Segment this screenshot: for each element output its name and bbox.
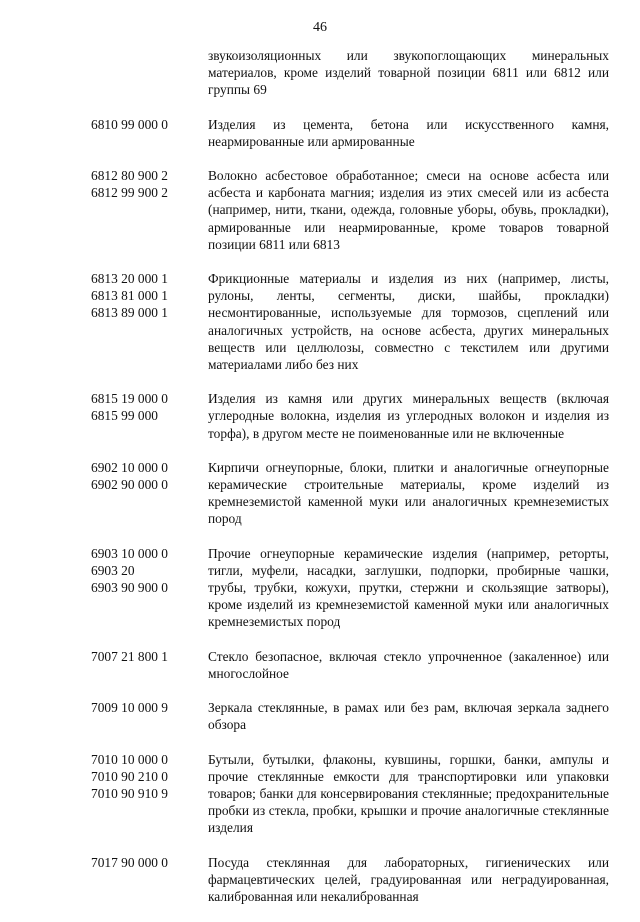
document-body	[91, 47, 609, 922]
tn-ved-code: 7009 10 000 9	[91, 700, 168, 716]
tn-ved-code: 6812 99 900 2	[91, 185, 168, 201]
tn-ved-code: 6810 99 000 0	[91, 116, 168, 132]
entry-row	[91, 699, 609, 733]
tn-ved-code: 6903 20	[91, 562, 135, 578]
code-column	[91, 270, 208, 373]
tn-ved-code: 6815 19 000 0	[91, 391, 168, 407]
code-column	[91, 459, 208, 528]
tn-ved-code: 7017 90 000 0	[91, 854, 168, 870]
entry-description: Изделия из цемента, бетона или искусственного камня, неармированные или армированные	[208, 116, 609, 149]
tn-ved-code: 7007 21 800 1	[91, 648, 168, 664]
code-column	[91, 167, 208, 253]
entry-row	[91, 167, 609, 253]
entry-description: Бутыли, бутылки, флаконы, кувшины, горшки, банки, ампулы и прочие стеклянные емкости для транспортировки или упаковки товаров; банки для консервирования стеклянные; предохранительные пробки из стекла, пробки, крышки и прочие аналогичные стеклянные изделия	[208, 751, 609, 836]
entry-description: Посуда стеклянная для лабораторных, гигиенических или фармацевтических целей, градуированная или неградуированная, калиброванная или некалиброванная	[208, 854, 609, 904]
tn-ved-code: 6812 80 900 2	[91, 168, 168, 184]
entry-row	[91, 545, 609, 631]
entry-description: Стекло безопасное, включая стекло упрочненное (закаленное) или многослойное	[208, 648, 609, 681]
entry-row	[91, 854, 609, 906]
page-number: 46	[313, 20, 327, 35]
tn-ved-code: 6813 20 000 1	[91, 271, 168, 287]
tn-ved-code: 7010 90 910 9	[91, 785, 168, 801]
entry-description: Изделия из камня или других минеральных веществ (включая углеродные волокна, изделия из углеродных волокон и изделия из торфа), в другом месте не поименованные или не включенные	[208, 391, 609, 441]
entry-description: Фрикционные материалы и изделия из них (например, листы, рулоны, ленты, сегменты, диски, шайбы, прокладки) несмонтированные, используемые для тормозов, сцеплений или аналогичных устройств, на основе асбеста, других минеральных веществ или целлюлозы, совместно с текстилем или другими материалами либо без них	[208, 271, 609, 373]
entry-row	[91, 47, 609, 99]
entry-row	[91, 390, 609, 442]
entry-row	[91, 459, 609, 528]
tn-ved-code: 6903 90 900 0	[91, 580, 168, 596]
tn-ved-code: 6903 10 000 0	[91, 545, 168, 561]
entry-row	[91, 751, 609, 837]
code-column	[91, 390, 208, 442]
entry-description: Прочие огнеупорные керамические изделия (например, реторты, тигли, муфели, насадки, заглушки, подпорки, пробирные чашки, трубы, трубки, кожухи, прутки, стержни и скользящие затворы), кроме изделий из кремнеземистой каменной муки или аналогичных кремнеземистых пород	[208, 545, 609, 630]
entry-description: Кирпичи огнеупорные, блоки, плитки и аналогичные огнеупорные керамические строительные материалы, кроме изделий из кремнеземистой каменной муки или аналогичных кремнеземистых пород	[208, 459, 609, 527]
code-column	[91, 116, 208, 150]
code-column	[91, 699, 208, 733]
entry-description: звукоизоляционных или звукопоглощающих минеральных материалов, кроме изделий товарной позиции 6811 или 6812 или группы 69	[208, 48, 609, 98]
entry-description: Зеркала стеклянные, в рамах или без рам, включая зеркала заднего обзора	[208, 700, 609, 733]
code-column	[91, 545, 208, 631]
tn-ved-code: 6815 99 000	[91, 408, 158, 424]
tn-ved-code: 7010 90 210 0	[91, 768, 168, 784]
entry-description: Волокно асбестовое обработанное; смеси на основе асбеста или асбеста и карбоната магния; изделия из этих смесей или из асбеста (например, нити, ткани, одежда, головные уборы, обувь, прокладки), армированные или неармированные, кроме товаров товарной позиции 6811 или 6813	[208, 168, 609, 252]
entry-row	[91, 270, 609, 373]
tn-ved-code: 6813 89 000 1	[91, 305, 168, 321]
entry-row	[91, 116, 609, 150]
code-column	[91, 751, 208, 837]
code-column	[91, 47, 208, 99]
tn-ved-code: 6813 81 000 1	[91, 288, 168, 304]
entry-row	[91, 648, 609, 682]
tn-ved-code: 6902 10 000 0	[91, 459, 168, 475]
tn-ved-code: 7010 10 000 0	[91, 751, 168, 767]
code-column	[91, 648, 208, 682]
code-column	[91, 854, 208, 906]
tn-ved-code: 6902 90 000 0	[91, 477, 168, 493]
